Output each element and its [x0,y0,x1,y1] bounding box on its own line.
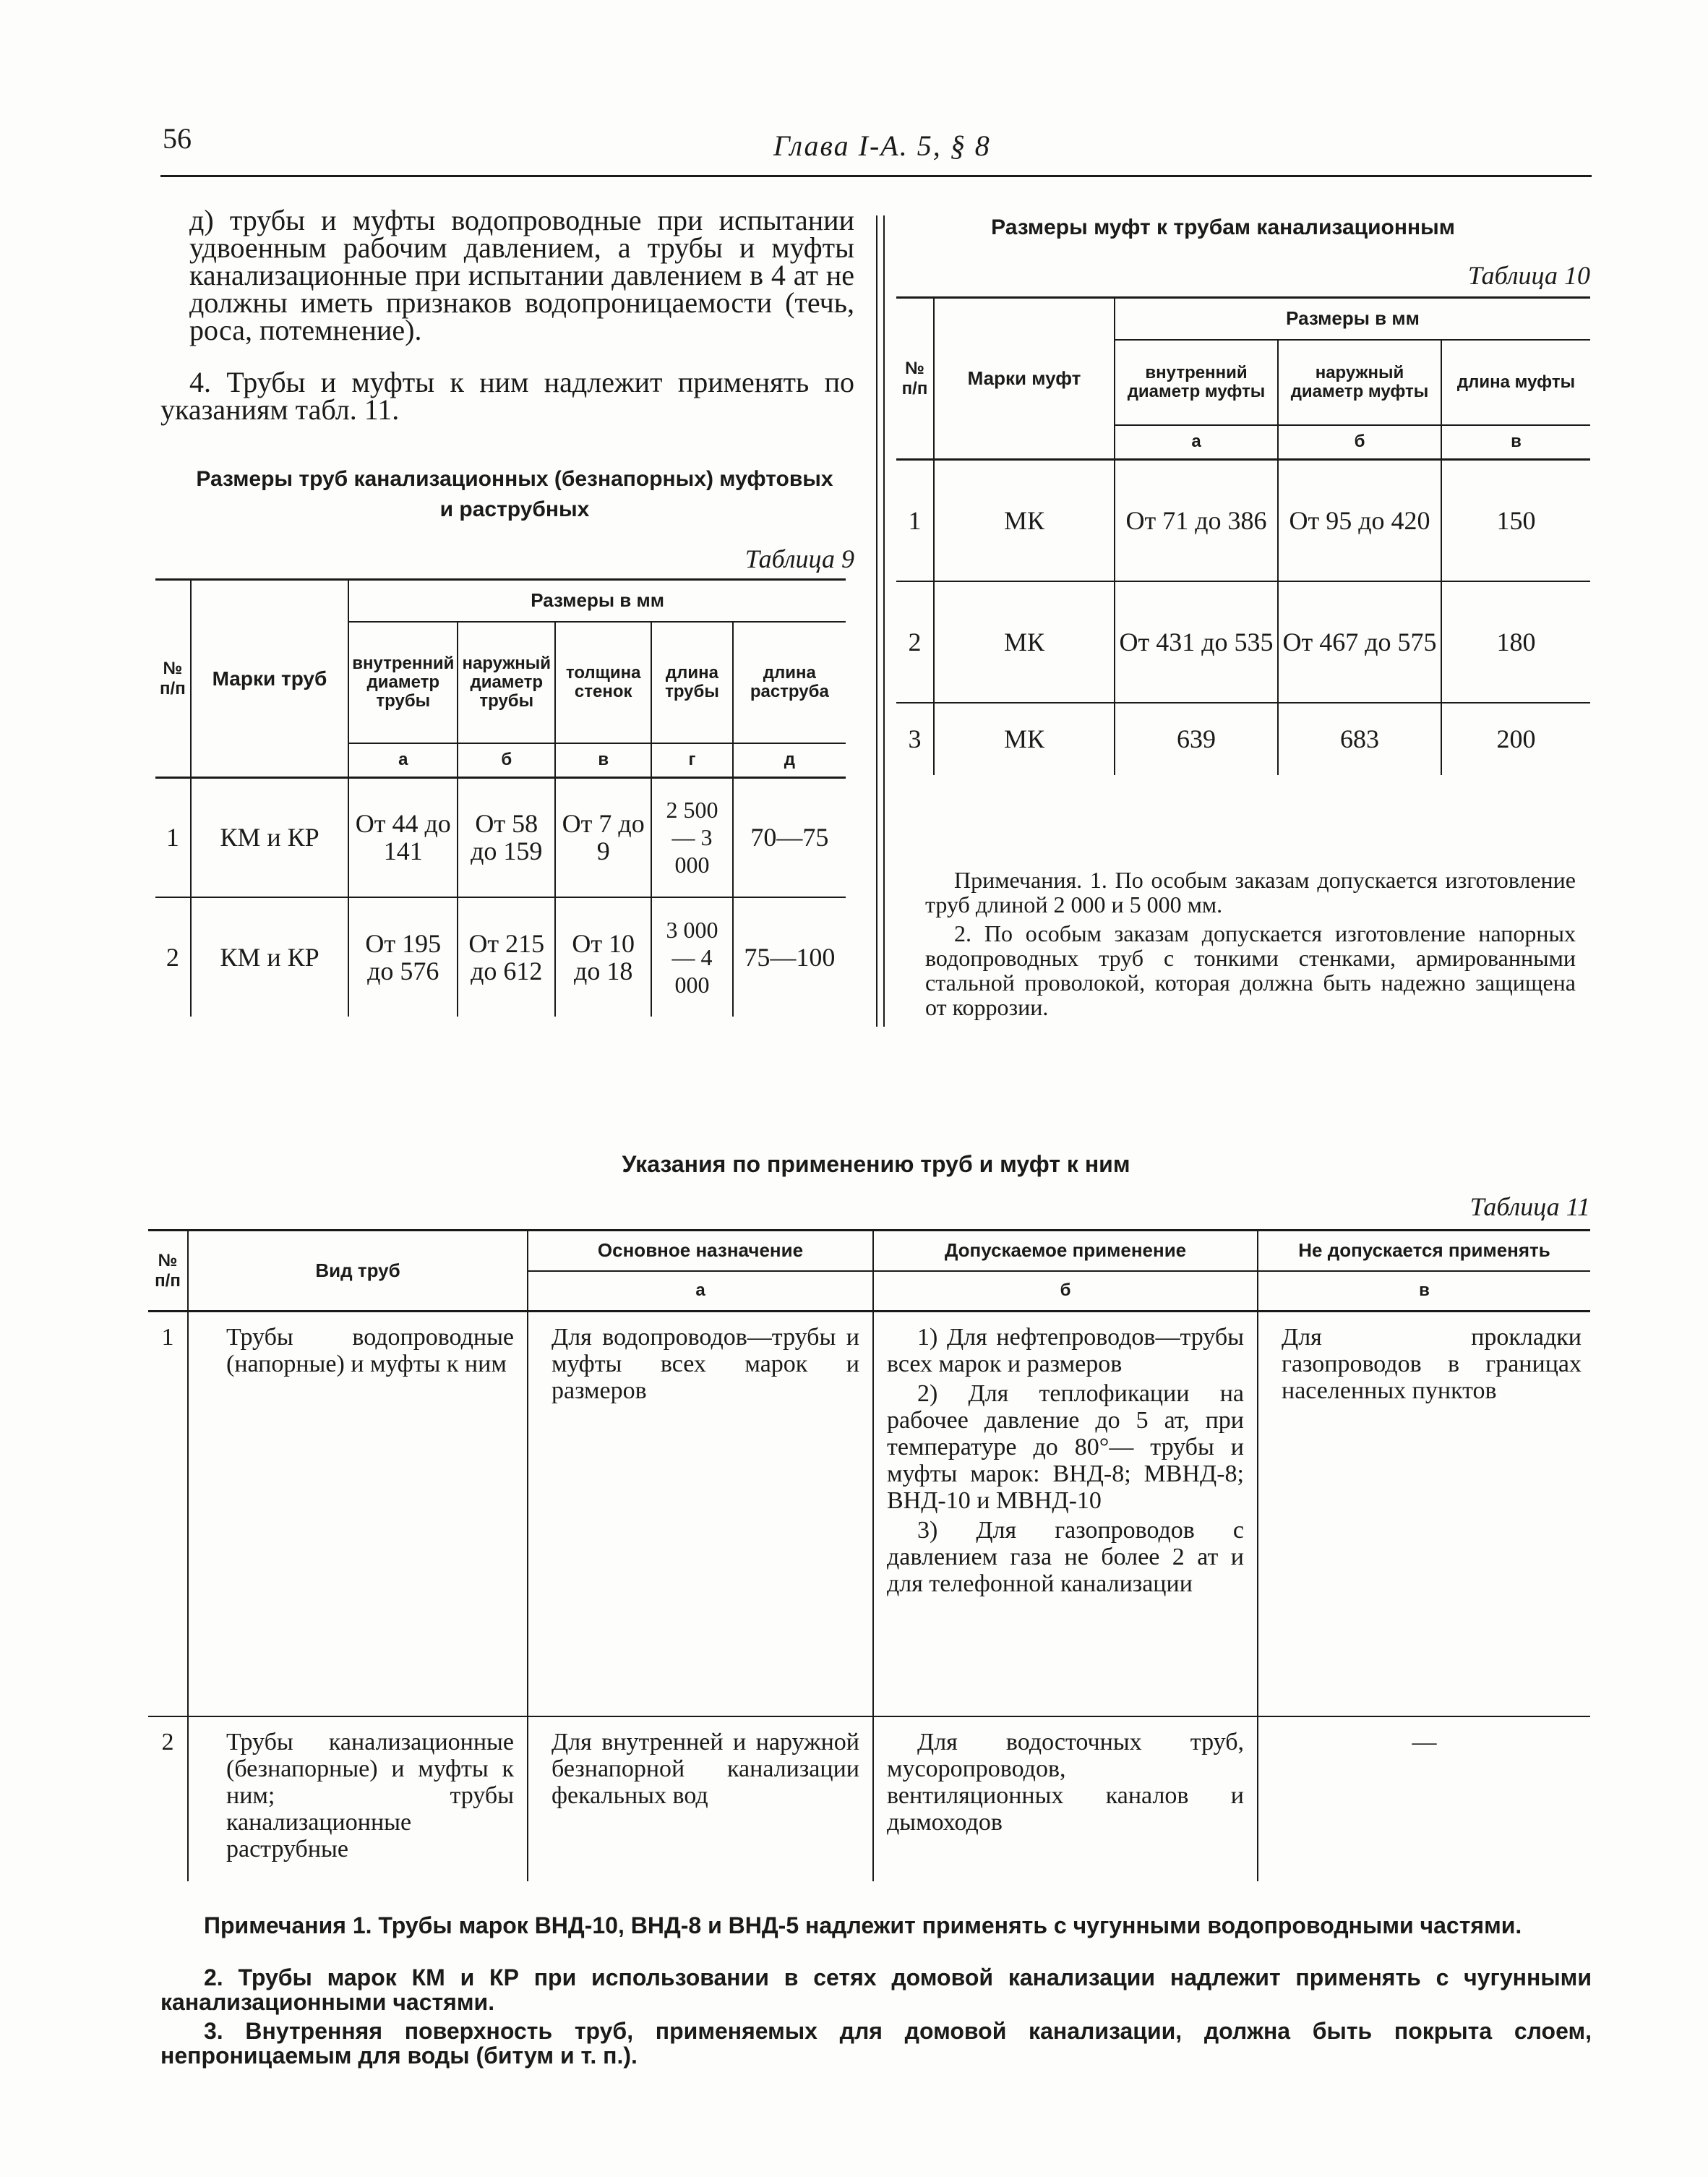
table11-cell-b-item: 1) Для нефтепроводов—трубы всех марок и размеров [887,1324,1244,1377]
table9-caption: Размеры труб канализационных (безнапорных) муфтовых и раструбных [196,467,833,521]
table10-cell-a: От 431 до 535 [1115,581,1278,703]
table11-col-no: № п/п [148,1231,188,1312]
table10-cell-b: 683 [1278,703,1441,775]
table11-letter: а [528,1271,873,1312]
table9-col-mark: Марки труб [191,580,348,778]
table-row [155,778,846,897]
table10-cell-b: От 467 до 575 [1278,581,1441,703]
table9-letter: а [348,743,458,778]
table9-letter: д [733,743,846,778]
table10-note-1: Примечания. 1. По особым заказам допускается изготовление труб длиной 2 000 и 5 000 мм. [925,867,1576,918]
table9-col-d: длина трубы [651,622,732,743]
table-row [148,1312,1590,1716]
chapter-heading: Глава I-А. 5, § 8 [773,129,991,162]
table10 [896,296,1590,775]
table11-letter: в [1258,1271,1590,1312]
footnote-1: Примечания 1. Трубы марок ВНД-10, ВНД-8 и ВНД-5 надлежит применять с чугунными водопроводными частями. [204,1912,1522,1938]
table9-col-a: внутренний диаметр трубы [348,622,458,743]
table9-col-no: № п/п [155,580,191,778]
table9-col-e: длина раструба [733,622,846,743]
table11-cell-b-item: Для водосточных труб, мусоропроводов, вентиляционных каналов и дымоходов [887,1728,1244,1836]
table10-caption: Размеры муфт к трубам канализационным [991,215,1455,239]
column-divider [876,215,877,1027]
table9-cell-a: От 195 до 576 [348,897,458,1017]
table9-cell-b: От 215 до 612 [458,897,555,1017]
table9-cell-mark: КМ и КР [191,897,348,1017]
table11-cell-a: Для водопроводов—трубы и муфты всех марок и размеров [528,1312,873,1716]
table10-group-header: Размеры в мм [1115,298,1590,340]
table9-cell-e: 75—100 [733,897,846,1017]
table9-cell-d: 3 000— 4 000 [651,897,732,1017]
table11-cell-b [873,1312,1258,1716]
table-row [896,460,1590,581]
table10-col-mark: Марки муфт [934,298,1115,460]
table10-col-c: длина муфты [1441,340,1590,425]
table11-cell-b-item: 2) Для теплофикации на рабочее давление до 5 ат, при температуре до 80°— трубы и муфты марок: ВНД-8; МВНД-8; ВНД-10 и МВНД-10 [887,1380,1244,1514]
table11-cell-b-item: 3) Для газопроводов с давлением газа не более 2 ат и для телефонной канализации [887,1517,1244,1597]
table10-cell-mark: МК [934,581,1115,703]
table9-cell-a: От 44 до 141 [348,778,458,897]
table11-letter: б [873,1271,1258,1312]
table11-cell-kind: Трубы канализационные (безнапорные) и муфты к ним; трубы канализационные раструбные [188,1716,528,1881]
table11-cell-c: — [1258,1716,1590,1881]
table9-cell-no: 1 [155,778,191,897]
table10-letter: б [1278,425,1441,460]
table11 [148,1229,1590,1881]
table9-letter: в [555,743,651,778]
table11-cell-c: Для прокладки газопроводов в границах населенных пунктов [1258,1312,1590,1716]
table-row [896,581,1590,703]
table11-cell-b [873,1716,1258,1881]
table10-letter: в [1441,425,1590,460]
table10-cell-c: 180 [1441,581,1590,703]
table9-cell-mark: КМ и КР [191,778,348,897]
table9-number: Таблица 9 [744,544,854,573]
table11-col-a: Основное назначение [528,1231,873,1271]
paragraph-4: 4. Трубы и муфты к ним надлежит применять по указаниям табл. 11. [160,366,854,426]
table10-cell-c: 150 [1441,460,1590,581]
table11-caption: Указания по применению труб и муфт к ним [622,1151,1130,1177]
table10-letter: а [1115,425,1278,460]
table9-cell-c: От 7 до 9 [555,778,651,897]
table10-cell-no: 2 [896,581,934,703]
table10-col-no: № п/п [896,298,934,460]
table11-cell-no: 1 [148,1312,188,1716]
table10-cell-mark: МК [934,460,1115,581]
table9-cell-b: От 58 до 159 [458,778,555,897]
table11-number: Таблица 11 [1469,1192,1590,1221]
table9-group-header: Размеры в мм [348,580,846,622]
table10-cell-no: 1 [896,460,934,581]
footnote-3: 3. Внутренняя поверхность труб, применяемых для домовой канализации, должна быть покрыта слоем, непроницаемым для воды (битум и т. п.). [160,2018,1592,2069]
table9-letter: б [458,743,555,778]
header-rule [160,175,1592,177]
table9-cell-no: 2 [155,897,191,1017]
footnote-2: 2. Трубы марок КМ и КР при использовании в сетях домовой канализации надлежит применять с чугунными канализационными частями. [160,1964,1592,2015]
paragraph-d: д) трубы и муфты водопроводные при испытании удвоенным рабочим давлением, а трубы и муфты канализационные при испытании давлением в 4 ат не должны иметь признаков водопроницаемости (течь, роса, потемнение). [189,204,854,346]
table9-col-c: толщина стенок [555,622,651,743]
table9 [155,578,846,1017]
table11-cell-kind: Трубы водопроводные (напорные) и муфты к ним [188,1312,528,1716]
page-number: 56 [163,122,192,155]
table11-cell-a: Для внутренней и наружной безнапорной канализации фекальных вод [528,1716,873,1881]
table10-cell-a: От 71 до 386 [1115,460,1278,581]
table10-col-b: наружный диаметр муфты [1278,340,1441,425]
table10-number: Таблица 10 [1467,261,1590,290]
table10-note-2: 2. По особым заказам допускается изготовление напорных водопроводных труб с тонкими стенками, армированными стальной проволокой, которая должна быть надежно защищена от коррозии. [925,920,1576,1020]
table10-cell-mark: МК [934,703,1115,775]
column-divider [883,215,885,1027]
table11-cell-no: 2 [148,1716,188,1881]
table9-letter: г [651,743,732,778]
table10-cell-b: От 95 до 420 [1278,460,1441,581]
table11-col-b: Допускаемое применение [873,1231,1258,1271]
table10-cell-c: 200 [1441,703,1590,775]
table-row [148,1716,1590,1881]
table11-col-c: Не допускается применять [1258,1231,1590,1271]
table9-cell-e: 70—75 [733,778,846,897]
table10-col-a: внутренний диаметр муфты [1115,340,1278,425]
table11-col-kind: Вид труб [188,1231,528,1312]
table10-cell-a: 639 [1115,703,1278,775]
table-row [896,703,1590,775]
table10-cell-no: 3 [896,703,934,775]
table9-col-b: наружный диаметр трубы [458,622,555,743]
table9-cell-c: От 10 до 18 [555,897,651,1017]
table9-cell-d: 2 500— 3 000 [651,778,732,897]
table-row [155,897,846,1017]
